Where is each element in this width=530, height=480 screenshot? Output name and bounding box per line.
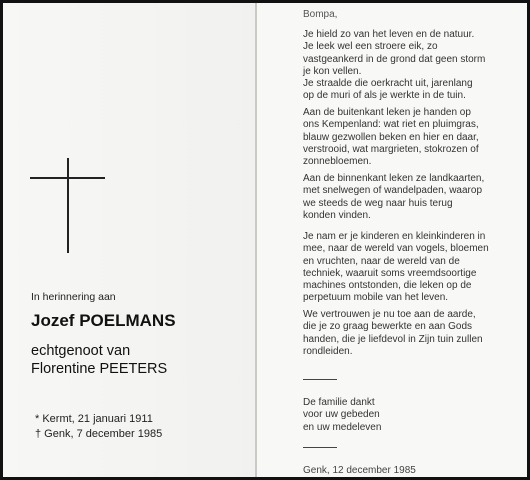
text-line: je kon vellen. <box>303 65 362 77</box>
spouse-name: Florentine PEETERS <box>31 361 168 377</box>
left-page <box>3 3 255 477</box>
remembrance-label: In herinnering aan <box>31 291 116 303</box>
text-line: mee, naar de wereld van vogels, bloemen <box>303 243 489 255</box>
text-line: Aan de buitenkant leken je handen op <box>303 107 471 118</box>
separator-line <box>303 379 337 380</box>
family-thanks <box>303 397 381 434</box>
cross-horizontal-beam <box>30 177 105 179</box>
deceased-name <box>31 311 176 331</box>
first-name: Jozef <box>31 311 75 330</box>
text-line: op de muri of als je werkte in de tuin. <box>303 90 466 102</box>
text-line: rondleiden. <box>303 345 353 357</box>
paragraph-4 <box>303 231 523 305</box>
paragraph-3 <box>303 173 523 222</box>
death-line: † Genk, 7 december 1985 <box>35 428 163 440</box>
text-line: zonnebloemen. <box>303 156 372 168</box>
text-line: met snelwegen of wandelpaden, waarop <box>303 185 483 197</box>
text-line: Je straalde die oerkracht uit, jarenlang <box>303 78 473 90</box>
text-line: vastgeankerd in de grond dat geen storm <box>303 53 486 65</box>
text-line: techniek, waaruit soms vreemdsoortige <box>303 267 477 279</box>
greeting: Bompa, <box>303 9 338 20</box>
last-name: POELMANS <box>79 311 176 330</box>
text-line: handen, die je liefdevol in Zijn tuin zullen <box>303 333 483 345</box>
paragraph-1 <box>303 29 523 103</box>
paragraph-5 <box>303 309 523 358</box>
text-line: Je nam er je kinderen en kleinkinderen in <box>303 231 486 242</box>
cross-vertical-beam <box>67 158 69 253</box>
text-line: konden vinden. <box>303 209 371 221</box>
text-line: blauw gezwollen beken en hier en daar, <box>303 131 479 143</box>
text-line: Je hield zo van het leven en de natuur. <box>303 29 475 40</box>
place-and-date: Genk, 12 december 1985 <box>303 465 416 476</box>
text-line: ons Kempenland: wat riet en pluimgras, <box>303 119 479 131</box>
text-line: We vertrouwen je nu toe aan de aarde, <box>303 309 476 320</box>
text-line: en uw medeleven <box>303 421 382 433</box>
text-line: die je zo graag bewerkte en aan Gods <box>303 321 472 333</box>
text-line: voor uw gebeden <box>303 409 380 421</box>
text-line: machines ontstonden, die leken op de <box>303 280 472 292</box>
separator-line <box>303 447 337 448</box>
text-line: De familie dankt <box>303 397 375 408</box>
text-line: en vruchten, naar de wereld van de <box>303 255 460 267</box>
paragraph-2 <box>303 107 523 168</box>
text-line: we steeds de weg naar huis terug <box>303 197 453 209</box>
text-line: perpetuum mobile van het leven. <box>303 292 449 304</box>
text-line: verstrooid, wat margrieten, stokrozen of <box>303 143 479 155</box>
text-line: Je leek wel een stroere eik, zo <box>303 41 438 53</box>
birth-line: * Kermt, 21 januari 1911 <box>35 413 153 425</box>
spouse-label: echtgenoot van <box>31 343 131 359</box>
text-line: Aan de binnenkant leken ze landkaarten, <box>303 173 485 184</box>
